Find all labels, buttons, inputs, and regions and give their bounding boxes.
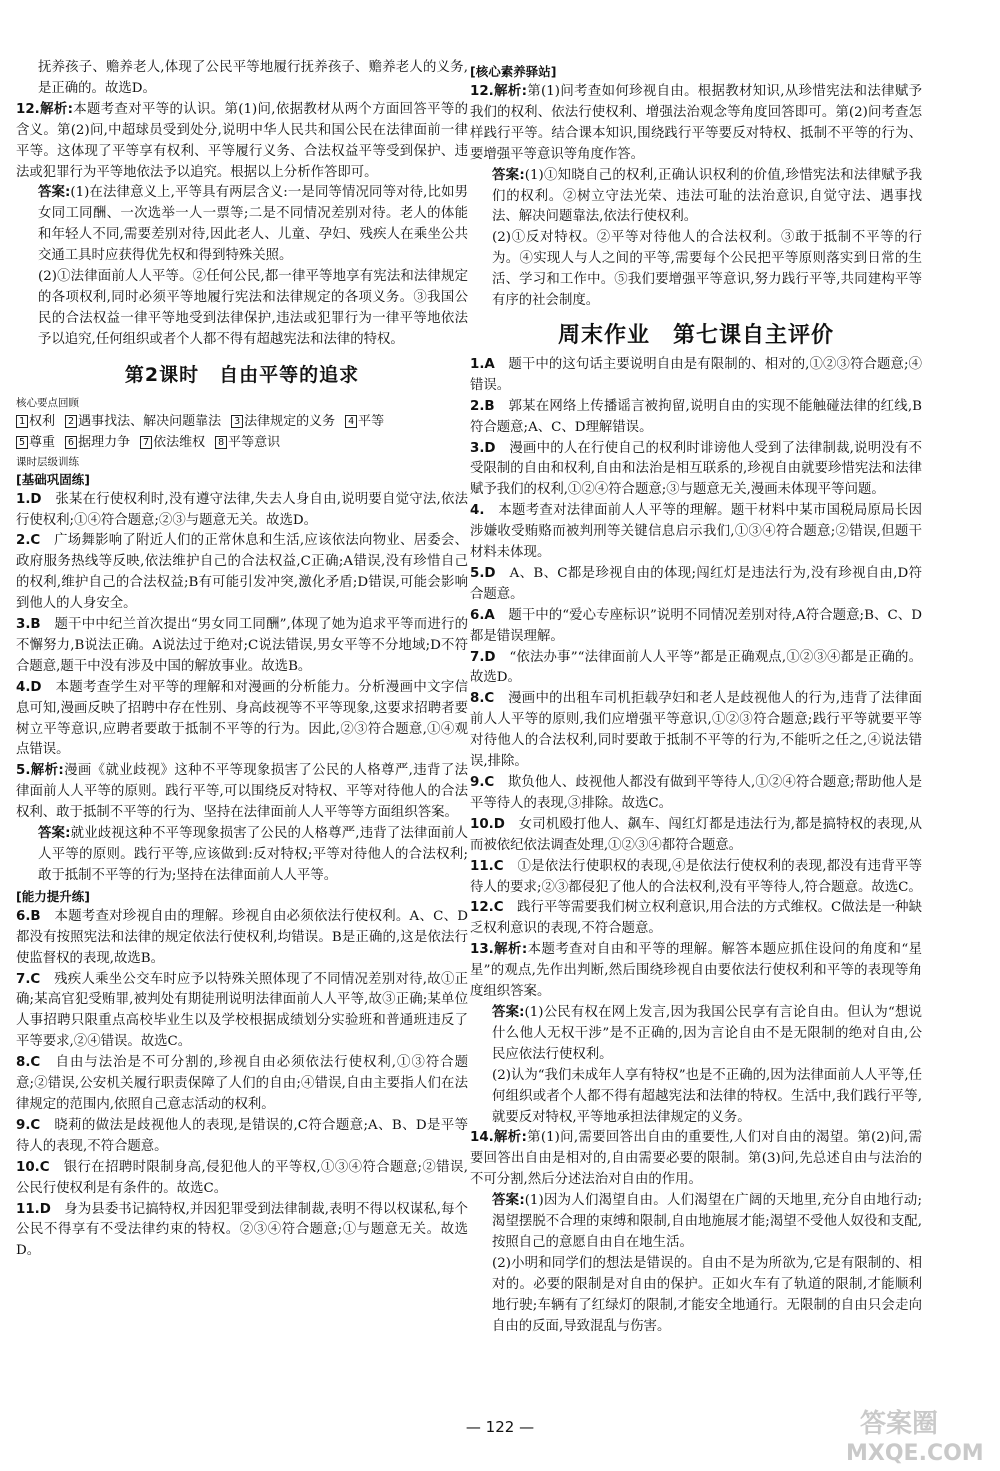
answer-item-10: 10.D 女司机殴打他人、飙车、闯红灯都是违法行为,都是搞特权的表现,从而被依纪依法调查处理,①②③④都符合题意。 xyxy=(470,816,923,853)
answer-block: (2)小明和同学们的想法是错误的。自由不是为所欲为,它是有限制的、相对的。必要的限制是对自由的保护。正如火车有了轨道的限制,才能顺利地行驶;车辆有了红绿灯的限制,才能安全地通行。无限制的自由只会走向自由的反面,导致混乱与伤害。 xyxy=(492,1255,922,1334)
core-point: 3 法律规定的义务 xyxy=(231,411,335,432)
answer-item-12: 12.解析:第(1)问考查如何珍视自由。根据教材知识,从珍惜宪法和法律赋予我们的权利、依法行使权利、增强法治观念等角度回答即可。第(2)问考查怎样践行平等。结合课本知识,围绕践行平等要反对特权、抵制不平等的行为、要增强平等意识等角度作答。 xyxy=(470,84,922,162)
core-point: 4 平等 xyxy=(345,411,384,432)
page-number: — 122 — xyxy=(465,1418,535,1436)
core-point: 7 依法维权 xyxy=(140,432,205,453)
core-point: 6 据理力争 xyxy=(65,432,130,453)
answer-block: 答案:(1)在法律意义上,平等具有两层含义:一是同等情况同等对待,比如男女同工同酬、一次选举一人一票等;二是不同情况差别对待。老人的体能和年轻人不同,需要差别对待,因此老人、儿童、孕妇、残疾人在乘坐公共交通工具时应获得优先权和得到特殊关照。 xyxy=(38,185,468,264)
answer-block: (2)①法律面前人人平等。②任何公民,都一律平等地享有宪法和法律规定的各项权利,同时必须平等地履行宪法和法律规定的各项义务。③我国公民的合法权益一律平等地受到法律保护,违法或犯罪行为一律平等地依法予以追究,任何组织或者个人都不得有超越宪法和法律的特权。 xyxy=(38,269,468,347)
answer-item-11: 11.D 身为县委书记搞特权,并因犯罪受到法律制裁,表明不得以权谋私,每个公民不得享有不受法律约束的特权。②③④符合题意;①与题意无关。故选D。 xyxy=(16,1201,468,1259)
answer-item-2: 2.B 郭某在网络上传播谣言被拘留,说明自由的实现不能触碰法律的红线,B符合题意;A、C、D理解错误。 xyxy=(470,398,923,435)
answer-item-14: 14.解析:第(1)问,需要回答出自由的重要性,人们对自由的渴望。第(2)问,需要回答出自由是相对的,自由需要必要的限制。第(3)问,先总述自由与法治的不可分割,然后分述法治对自由的作用。 xyxy=(470,1130,922,1188)
answer-item-3: 3.D 漫画中的人在行使自己的权利时诽谤他人受到了法律制裁,说明没有不受限制的自由和权利,自由和法治是相互联系的,珍视自由就要珍惜宪法和法律赋予我们的权利,①②④符合题意;③与题意无关,漫画未体现平等问题。 xyxy=(470,440,922,498)
answer-item-6: 6.A 题干中的“爱心专座标识”说明不同情况差别对待,A符合题意;B、C、D都是错误理解。 xyxy=(470,607,923,644)
watermark-line2: MXQE.COM xyxy=(846,1441,984,1466)
answer-block: (2)认为“我们未成年人享有特权”也是不正确的,因为法律面前人人平等,任何组织或者个人都不得有超越宪法和法律的特权。生活中,我们践行平等,就要反对特权,平等地承担法律规定的义务。 xyxy=(492,1067,922,1125)
answer-item-13: 13.解析:本题考查对自由和平等的理解。解答本题应抓住设问的角度和“星星”的观点,先作出判断,然后围绕珍视自由要依法行使权利和平等的表现等角度组织答案。 xyxy=(470,942,922,1000)
answer-item-7: 7.C 残疾人乘坐公交车时应予以特殊关照体现了不同情况差别对待,故①正确;某高官犯受贿罪,被判处有期徒刑说明法律面前人人平等,故③正确;某单位人事招聘只限重点高校毕业生以及学校根据成绩划分实验班和普通班违反了平等要求,②④错误。故选C。 xyxy=(16,971,468,1050)
core-points-row xyxy=(16,432,468,453)
section-title: 第2课时 自由平等的追求 xyxy=(124,363,360,386)
watermark-line1: 答案圈 xyxy=(860,1409,939,1439)
answer-item-12: 12.解析:本题考查对平等的认识。第(1)问,依据教材从两个方面回答平等的含义。第(2)问,中超球员受到处分,说明中华人民共和国公民在法律面前一律平等。这体现了平等享有权利、平等履行义务、合法权益平等受到保护、违法或犯罪行为平等地依法予以追究。根据以上分析作答即可。 xyxy=(16,101,468,180)
watermark-logo xyxy=(820,1400,990,1468)
answer-item-6: 6.B 本题考查对珍视自由的理解。珍视自由必须依法行使权利。A、C、D都没有按照宪法和法律的规定依法行使权利,均错误。B是正确的,这是依法行使监督权的表现,故选B。 xyxy=(16,908,469,966)
tier-training-heading: 课时层级训练 xyxy=(16,455,79,468)
core-literacy-heading: [核心素养驿站] xyxy=(470,64,557,79)
answer-block: 答案:(1)公民有权在网上发言,因为我国公民享有言论自由。但认为“想说什么他人无权干涉”是不正确的,因为言论自由不是无限制的绝对自由,公民应依法行使权利。 xyxy=(492,1004,922,1062)
ability-practice-heading: [能力提升练] xyxy=(16,888,90,904)
continuation-text: 抚养孩子、赡养老人,体现了公民平等地履行抚养孩子、赡养老人的义务,是正确的。故选D。 xyxy=(38,60,468,96)
right-column xyxy=(470,62,922,1337)
core-points-row xyxy=(16,411,468,432)
core-points-heading: 核心要点回顾 xyxy=(16,396,79,409)
answer-item-3: 3.B 题干中中纪兰首次提出“男女同工同酬”,体现了她为追求平等而进行的不懈努力,B说法正确。A说法过于绝对;C说法错误,男女平等不分地域;D不符合题意,题干中没有涉及中国的解放事业。故选B。 xyxy=(16,617,468,674)
answer-block: 答案:就业歧视这种不平等现象损害了公民的人格尊严,违背了法律面前人人平等的原则。践行平等,应该做到:反对特权;平等对待他人的合法权利;敢于抵制不平等的行为;坚持在法律面前人人平等。 xyxy=(38,826,468,883)
answer-item-8: 8.C 自由与法治是不可分割的,珍视自由必须依法行使权利,①③符合题意;②错误,公安机关履行职责保障了人们的自由;④错误,自由主要指人们在法律规定的范围内,依照自己意志活动的权利。 xyxy=(16,1055,469,1112)
answer-item-9: 9.C 欺负他人、歧视他人都没有做到平等待人,①②④符合题意;帮助他人是平等待人的表现,③排除。故选C。 xyxy=(470,775,922,811)
answer-block: 答案:(1)①知晓自己的权利,正确认识权利的价值,珍惜宪法和法律赋予我们的权利。②树立守法光荣、违法可耻的法治意识,自觉守法、遇事找法、解决问题靠法,依法行使权利。 xyxy=(492,167,923,225)
section-title: 周末作业 第七课自主评价 xyxy=(557,322,834,348)
answer-item-7: 7.D “依法办事”“法律面前人人平等”都是正确观点,①②③④都是正确的。故选D。 xyxy=(470,649,923,686)
answer-item-2: 2.C 广场舞影响了附近人们的正常休息和生活,应该依法向物业、居委会、政府服务热线等反映,依法维护自己的合法权益,C正确;A错误,没有珍惜自己的权利,维护自己的合法权益;B有可能引发冲突,激化矛盾;D错误,可能会影响到他人的人身安全。 xyxy=(16,533,468,612)
left-column xyxy=(16,58,468,1262)
answer-item-5: 5.解析:漫画《就业歧视》这种不平等现象损害了公民的人格尊严,违背了法律面前人人平等的原则。践行平等,可以围绕反对特权、平等对待他人的合法权利、敢于抵制不平等的行为、坚持在法律面前人人平等等方面组织答案。 xyxy=(16,763,468,821)
answer-block: (2)①反对特权。②平等对待他人的合法权利。③敢于抵制不平等的行为。④实现人与人之间的平等,需要每个公民把平等原则落实到日常的生活、学习和工作中。⑤我们要增强平等意识,努力践行平等,共同建构平等有序的社会制度。 xyxy=(492,230,922,309)
core-point: 8 平等意识 xyxy=(215,432,280,453)
answer-item-1: 1.A 题干中的这句话主要说明自由是有限制的、相对的,①②③符合题意;④错误。 xyxy=(470,356,922,393)
answer-item-12b: 12.C 践行平等需要我们树立权利意识,用合法的方式维权。C做法是一种缺乏权利意识的表现,不符合题意。 xyxy=(470,900,923,937)
answer-item-4: 4. 本题考查对法律面前人人平等的理解。题干材料中某市国税局原局长因涉嫌收受贿赂而被判刑等关键信息启示我们,①③④符合题意;②错误,但题干材料未体现。 xyxy=(470,503,923,561)
answer-item-4: 4.D 本题考查学生对平等的理解和对漫画的分析能力。分析漫画中文字信息可知,漫画反映了招聘中存在性别、身高歧视等不平等现象,这要求招聘者要树立平等意识,应聘者要敢于抵制不平等的行为。因此,②③符合题意,①④观点错误。 xyxy=(16,679,468,758)
answer-item-9: 9.C 晓莉的做法是歧视他人的表现,是错误的,C符合题意;A、B、D是平等待人的表现,不符合题意。 xyxy=(16,1117,469,1154)
answer-block: 答案:(1)因为人们渴望自由。人们渴望在广阔的天地里,充分自由地行动;渴望摆脱不合理的束缚和限制,自由地施展才能;渴望不受他人奴役和支配,按照自己的意愿自由自在地生活。 xyxy=(492,1193,923,1250)
answer-item-1: 1.D 张某在行使权利时,没有遵守法律,失去人身自由,说明要自觉守法,依法行使权利;①④符合题意;②③与题意无关。故选D。 xyxy=(16,491,469,528)
core-point: 5 尊重 xyxy=(16,432,55,453)
basic-practice-heading: [基础巩固练] xyxy=(16,471,90,487)
answer-item-11: 11.C ①是依法行使职权的表现,④是依法行使权利的表现,都没有违背平等待人的要求;②③都侵犯了他人的合法权利,没有平等待人,符合题意。故选C。 xyxy=(470,858,922,895)
answer-item-10: 10.C 银行在招聘时限制身高,侵犯他人的平等权,①③④符合题意;②错误,公民行使权利是有条件的。故选C。 xyxy=(16,1159,469,1196)
answer-item-5: 5.D A、B、C都是珍视自由的体现;闯红灯是违法行为,没有珍视自由,D符合题意。 xyxy=(470,565,923,602)
answer-item-8: 8.C 漫画中的出租车司机拒载孕妇和老人是歧视他人的行为,违背了法律面前人人平等的原则,我们应增强平等意识,①②③符合题意;践行平等就要平等对待他人的合法权利,同时要敢于抵制不平等的行为,不能听之任之,④说法错误,排除。 xyxy=(470,691,922,770)
core-point: 1 权利 xyxy=(16,411,55,432)
core-point: 2 遇事找法、解决问题靠法 xyxy=(65,411,221,432)
